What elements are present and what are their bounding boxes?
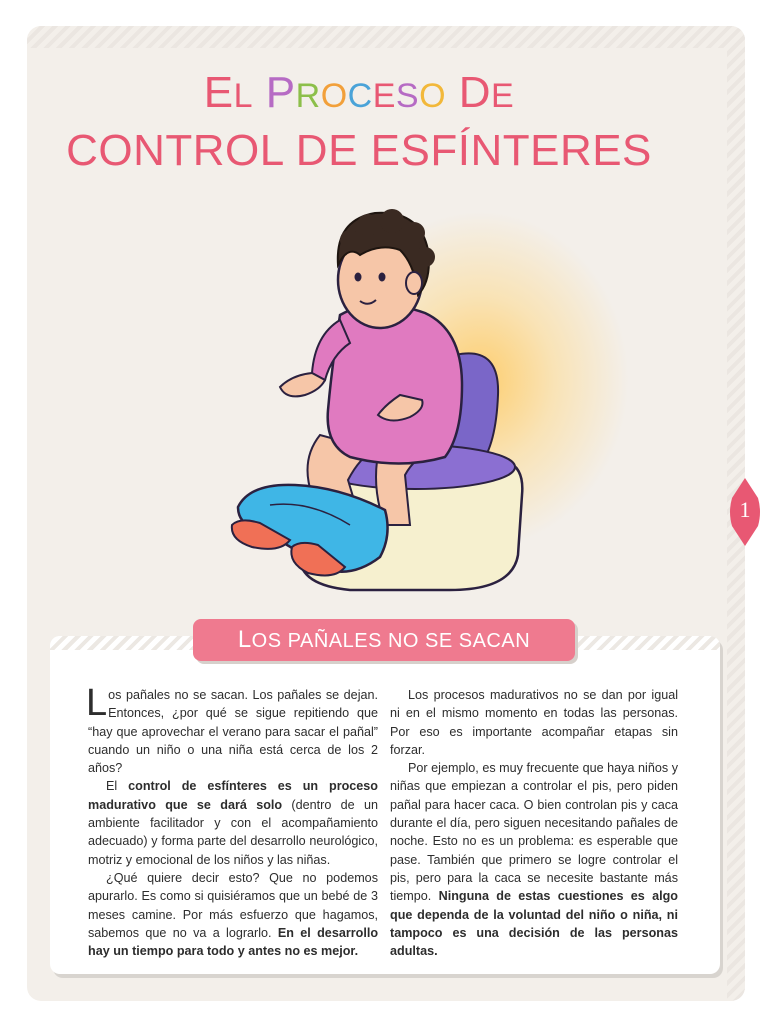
drop-cap: L bbox=[86, 682, 108, 724]
paragraph-text: (dentro de un ambiente facilitador y con el acompañamiento adecuado) y forma parte del desarrollo neurológico, motriz y emocional de los niños y las niñas. bbox=[88, 797, 378, 867]
title-letter: O bbox=[419, 77, 447, 115]
article-column-right bbox=[390, 686, 678, 960]
paragraph-bold-text: control de esfínteres es un proceso madurativo que se dará solo bbox=[88, 779, 378, 812]
title-line-2: CONTROL DE ESFÍNTERES bbox=[66, 126, 652, 175]
paragraph-bold-text: En el desarrollo hay un tiempo para todo y antes no es mejor. bbox=[88, 925, 379, 959]
paragraph bbox=[88, 869, 378, 960]
paragraph-text: os pañales no se sacan. Los pañales se dejan. Entonces, ¿por qué se sigue repitiendo que “hay que aprovechar el verano para sacar el pañal” cuando un niño o una niña está cerca de los 2 años? bbox=[88, 688, 378, 776]
article-column-left bbox=[86, 682, 379, 960]
title-letter: E bbox=[491, 77, 515, 115]
child-on-potty-illustration bbox=[200, 195, 540, 605]
section-heading bbox=[193, 619, 575, 661]
paragraph-text: ¿Qué quiere decir esto? Que no podemos apurarlo. Es como si quisiéramos que un bebé de 3 meses camine. Por más esfuerzo que hagamos, sabemos que no va a lograrlo. bbox=[88, 870, 378, 940]
title-letter: E bbox=[203, 68, 234, 117]
paragraph bbox=[390, 686, 678, 759]
title-line-1 bbox=[0, 68, 718, 118]
title-letter: P bbox=[265, 68, 296, 117]
paragraph bbox=[390, 759, 678, 960]
paragraph bbox=[88, 777, 378, 868]
title-letter: C bbox=[347, 77, 373, 115]
title-letter: S bbox=[395, 77, 420, 115]
paragraph-text: Los procesos madurativos no se dan por igual ni en el mismo momento en todas las personas. Por eso es importante acompañar etapas sin forzar. bbox=[390, 688, 678, 757]
title-letter: L bbox=[233, 77, 254, 115]
title-letter: E bbox=[372, 77, 396, 115]
paragraph-bold-text: Ninguna de estas cuestiones es algo que dependa de la voluntad del niño o niña, ni tampoco es una decisión de las personas adultas. bbox=[390, 889, 678, 959]
page-number: 1 bbox=[739, 497, 751, 522]
paragraph bbox=[86, 682, 378, 777]
top-stripe-decoration bbox=[27, 26, 745, 48]
section-heading-text: OS PAÑALES NO SE SACAN bbox=[251, 630, 531, 652]
title-letter: D bbox=[458, 68, 492, 117]
paragraph-text: El bbox=[106, 779, 129, 794]
title-letter: R bbox=[295, 77, 321, 115]
title-letter: O bbox=[320, 77, 348, 115]
section-heading-cap: L bbox=[237, 626, 252, 653]
paragraph-text: Por ejemplo, es muy frecuente que haya niños y niñas que empiezan a controlar el pis, pero piden pañal para hacer caca. O bien controlan pis y caca durante el día, pero siguen necesitando pañales de noche. Esto no es un problema: es esperable que pase. También que primero se logre controlar el pis, pero para la caca se necesite bastante más tiempo. bbox=[390, 761, 678, 904]
